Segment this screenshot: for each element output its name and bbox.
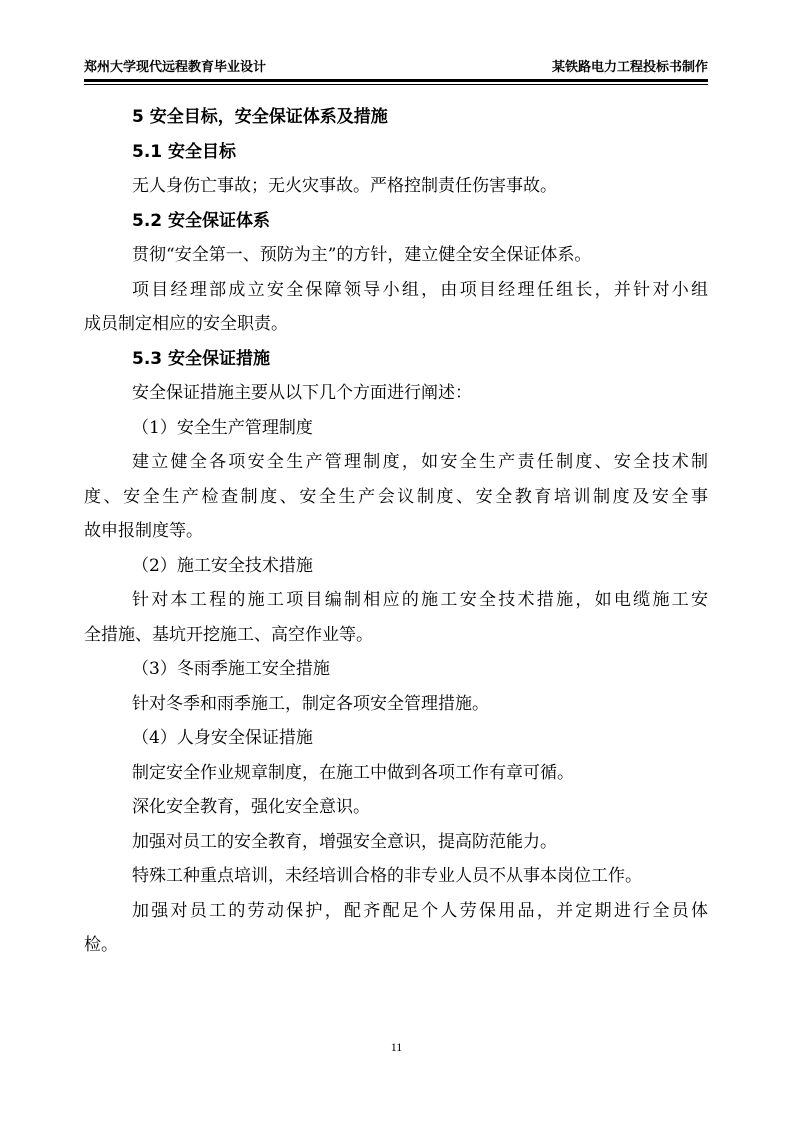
section-heading-5-2: 5.2 安全保证体系: [132, 210, 271, 231]
paragraph-awareness: 加强对员工的安全教育，增强安全意识，提高防范能力。: [132, 831, 557, 852]
paragraph-technical-line2: 全措施、基坑开挖施工、高空作业等。: [84, 624, 373, 645]
paragraph-measures-intro: 安全保证措施主要从以下几个方面进行阐述：: [132, 383, 472, 403]
paragraph-seasonal: 针对冬季和雨季施工，制定各项安全管理措施。: [132, 693, 489, 714]
paragraph-policy: 贯彻“安全第一、预防为主”的方针，建立健全安全保证体系。: [132, 245, 592, 265]
paragraph-rules: 制定安全作业规章制度，在施工中做到各项工作有章可循。: [132, 762, 574, 783]
header-left-title: 郑州大学现代远程教育毕业设计: [84, 60, 267, 75]
header-right-title: 某铁路电力工程投标书制作: [551, 60, 708, 75]
header-rule-thin: [84, 84, 708, 85]
page-number: 11: [390, 1040, 403, 1054]
paragraph-protection-line2: 检。: [84, 935, 118, 955]
section-heading-5-1: 5.1 安全目标: [132, 141, 237, 162]
paragraph-safety-goal: 无人身伤亡事故；无火灾事故。严格控制责任伤害事故。: [132, 176, 557, 196]
paragraph-leadership-line1: 项目经理部成立安全保障领导小组，由项目经理任组长，并针对小组: [132, 279, 708, 300]
page-header: [84, 56, 708, 78]
paragraph-management-line1: 建立健全各项安全生产管理制度，如安全生产责任制度、安全技术制: [132, 452, 708, 472]
list-item-3: （3）冬雨季施工安全措施: [132, 659, 330, 679]
section-heading-5: 5 安全目标，安全保证体系及措施: [132, 107, 388, 127]
paragraph-technical-line1: 针对本工程的施工项目编制相应的施工安全技术措施，如电缆施工安: [132, 590, 708, 610]
list-item-2: （2）施工安全技术措施: [132, 555, 313, 576]
paragraph-education: 深化安全教育，强化安全意识。: [132, 797, 370, 817]
section-heading-5-3: 5.3 安全保证措施: [132, 348, 271, 369]
paragraph-management-line3: 故申报制度等。: [84, 521, 203, 541]
list-item-1: （1）安全生产管理制度: [132, 417, 313, 438]
paragraph-protection-line1: 加强对员工的劳动保护，配齐配足个人劳保用品，并定期进行全员体: [132, 900, 708, 921]
paragraph-leadership-line2: 成员制定相应的安全职责。: [84, 314, 288, 334]
document-body: [84, 100, 708, 963]
list-item-4: （4）人身安全保证措施: [132, 728, 313, 748]
paragraph-management-line2: 度、安全生产检查制度、安全生产会议制度、安全教育培训制度及安全事: [84, 486, 708, 507]
paragraph-training: 特殊工种重点培训，未经培训合格的非专业人员不从事本岗位工作。: [132, 866, 642, 886]
header-rule-thick: [84, 79, 708, 82]
